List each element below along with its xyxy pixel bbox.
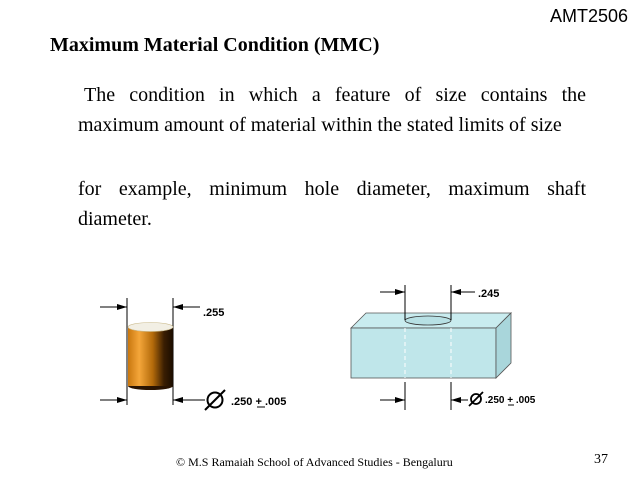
definition-paragraph: The condition in which a feature of size contains the maximum amount of material within the stated limits of size [78,84,586,136]
footer-copyright: © M.S Ramaiah School of Advanced Studies - Bengaluru [176,455,453,469]
hole-bottom-dimension: .250 + .005 [485,395,536,406]
shaft-top-arrow-left [117,304,127,310]
hole-bottom-arrow-right [451,397,461,403]
shaft-top-dimension: .255 [203,307,225,319]
block-front-face [351,328,496,378]
shaft-top-arrow-right [173,304,183,310]
shaft-bottom-arrow-right [173,397,183,403]
shaft-figure [100,298,286,410]
shaft-cylinder [128,327,173,386]
diameter-icon [469,392,483,406]
example-paragraph: for example, minimum hole diameter, maximum shaft diameter. [78,178,586,230]
shaft-cylinder-top [128,323,173,332]
diameter-icon [205,390,225,410]
course-code: AMT2506 [549,6,628,26]
hole-top-dimension: .245 [478,288,500,300]
hole-top-arrow-left [395,289,405,295]
page-number: 37 [594,452,608,467]
hole-figure [351,285,536,410]
hole-bottom-arrow-left [395,397,405,403]
hole-top-arrow-right [451,289,461,295]
slide-title: Maximum Material Condition (MMC) [50,34,380,56]
hole-ellipse [405,316,451,325]
shaft-bottom-dimension: .250 + .005 [231,396,287,408]
shaft-bottom-arrow-left [117,397,127,403]
